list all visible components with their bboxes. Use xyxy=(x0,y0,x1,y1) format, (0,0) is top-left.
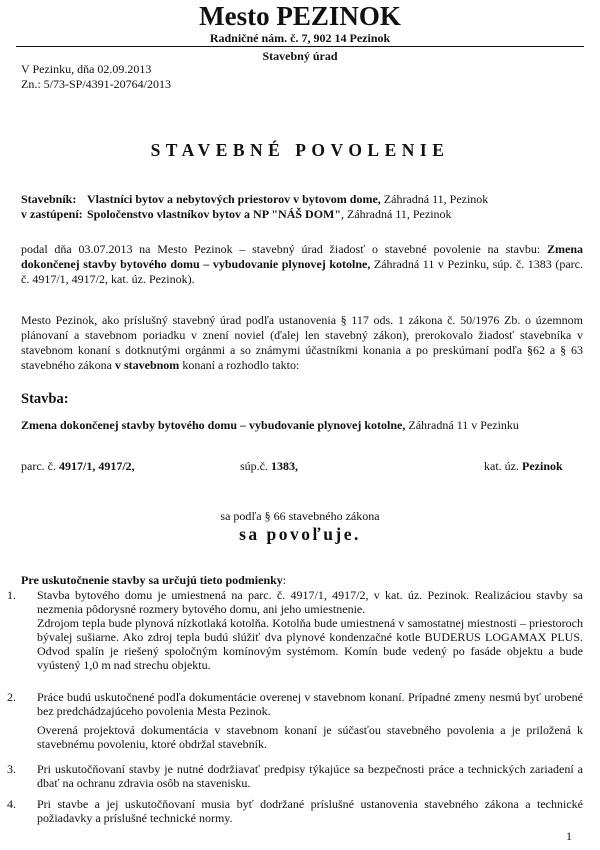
decision-text-end: konaní a rozhodlo takto: xyxy=(179,358,300,372)
condition-text: Pri stavbe a jej uskutočňovaní musia byť dodržané príslušné ustanovenia stavebného zákona a technické požiadavky a príslušné technické normy. xyxy=(37,797,583,825)
header-divider xyxy=(16,46,584,47)
representative-address: , Záhradná 11, Pezinok xyxy=(341,207,452,221)
construction-heading: Stavba: xyxy=(21,391,69,407)
applicant-line xyxy=(21,192,583,207)
condition-number: 1. xyxy=(7,588,16,602)
place-date: V Pezinku, dňa 02.09.2013 xyxy=(21,62,152,76)
reference-number: Zn.: 5/73-SP/4391-20764/2013 xyxy=(21,77,172,91)
applicant-block xyxy=(21,192,583,222)
condition-text: Overená projektová dokumentácia v stavebnom konaní je súčasťou stavebného povolenia a je priložená k stavebnému povoleniu, ktoré obdržal stavebník. xyxy=(37,723,583,751)
decision-text-bold: v stavebnom xyxy=(114,358,180,372)
cadastral-area: kat. úz. Pezinok xyxy=(484,459,563,473)
parcel-row xyxy=(21,459,581,475)
parcel-number: parc. č. 4917/1, 4917/2, xyxy=(21,459,135,473)
request-paragraph xyxy=(21,242,583,287)
condition-number: 3. xyxy=(7,762,16,776)
ruling-verdict: sa povoľuje. xyxy=(239,524,361,544)
applicant-address: Záhradná 11, Pezinok xyxy=(380,192,489,206)
applicant-label: Stavebník: xyxy=(21,192,77,206)
construction-location: Záhradná 11 v Pezinku xyxy=(405,418,519,432)
municipality-address: Radničné nám. č. 7, 902 14 Pezinok xyxy=(209,31,391,45)
condition-text: Pri uskutočňovaní stavby je nutné dodržiavať predpisy týkajúce sa bezpečnosti práce a technických zariadení a dbať na ochranu zdravia osôb na stavenisku. xyxy=(37,762,583,790)
condition-number: 2. xyxy=(7,690,16,704)
conditions-heading-colon: : xyxy=(282,573,287,587)
applicant-name: Vlastníci bytov a nebytových priestorov v bytovom dome, xyxy=(87,192,381,206)
construction-name xyxy=(21,418,583,433)
decision-text: Mesto Pezinok, ako príslušný stavebný úrad podľa ustanovenia § 117 ods. 1 zákona č. 50/1976 Zb. o územnom plánovaní a stavebnom poriadku v znení noviel (ďalej len stavebný zákon), prerokovalo žiadosť stavebníka v stavebnom konaní s dotknutými orgánmi a so známymi účastníkmi konania a po preskúmaní podľa §62 a § 63 stavebného zákona xyxy=(21,313,583,372)
registry-number: súp.č. 1383, xyxy=(240,459,298,473)
request-project-name: Zmena dokončenej stavby bytového domu – vybudovanie plynovej kotolne, xyxy=(21,242,583,271)
request-project-details: Záhradná 11 v Pezinku, súp. č. 1383 (parc. č. 4917/1, 4917/2, kat. úz. Pezinok). xyxy=(21,257,583,286)
representative-label: v zastúpení: xyxy=(21,207,83,221)
condition-text: Práce budú uskutočnené podľa dokumentácie overenej v stavebnom konaní. Prípadné zmeny nesmú byť urobené bez predchádzajúceho povolenia Mesta Pezinok. xyxy=(37,690,583,718)
municipality-title: Mesto PEZINOK xyxy=(199,1,401,31)
document-title: STAVEBNÉ POVOLENIE xyxy=(150,140,450,160)
decision-paragraph xyxy=(21,313,583,373)
conditions-heading xyxy=(21,573,286,588)
construction-name-bold: Zmena dokončenej stavby bytového domu – vybudovanie plynovej kotolne, xyxy=(21,418,406,432)
ruling-basis: sa podľa § 66 stavebného zákona xyxy=(220,509,380,523)
condition-text: Stavba bytového domu je umiestnená na parc. č. 4917/1, 4917/2, v kat. úz. Pezinok. Realizáciou stavby sa nezmenia pôdorysné rozmery bytového domu, ani jeho umiestnenie. xyxy=(37,588,583,616)
condition-number: 4. xyxy=(7,797,16,811)
condition-text: Zdrojom tepla bude plynová nízkotlaká kotolňa. Kotolňa bude umiestnená v samostatnej miestnosti – priestoroch bývalej sušiarne. Ako zdroj tepla budú slúžiť dva plynové kondenzačné kotle BUDERUS LOGAMAX PLUS. Odvod spalín je riešený spoločným komínovým systémom. Komín bude vedený po fasáde objektu a bude vyústený 1,0 m nad strechu objektu. xyxy=(37,616,583,672)
representative-name: Spoločenstvo vlastníkov bytov a NP "NÁŠ DOM" xyxy=(87,207,342,221)
conditions-heading-text: Pre uskutočnenie stavby sa určujú tieto podmienky xyxy=(21,573,283,587)
page-number: 1 xyxy=(566,829,572,843)
document-meta xyxy=(21,62,171,92)
representative-line xyxy=(21,207,583,222)
request-intro: podal dňa 03.07.2013 na Mesto Pezinok – stavebný úrad žiadosť o stavebné povolenie na stavbu: xyxy=(21,242,541,256)
office-name: Stavebný úrad xyxy=(262,49,338,63)
